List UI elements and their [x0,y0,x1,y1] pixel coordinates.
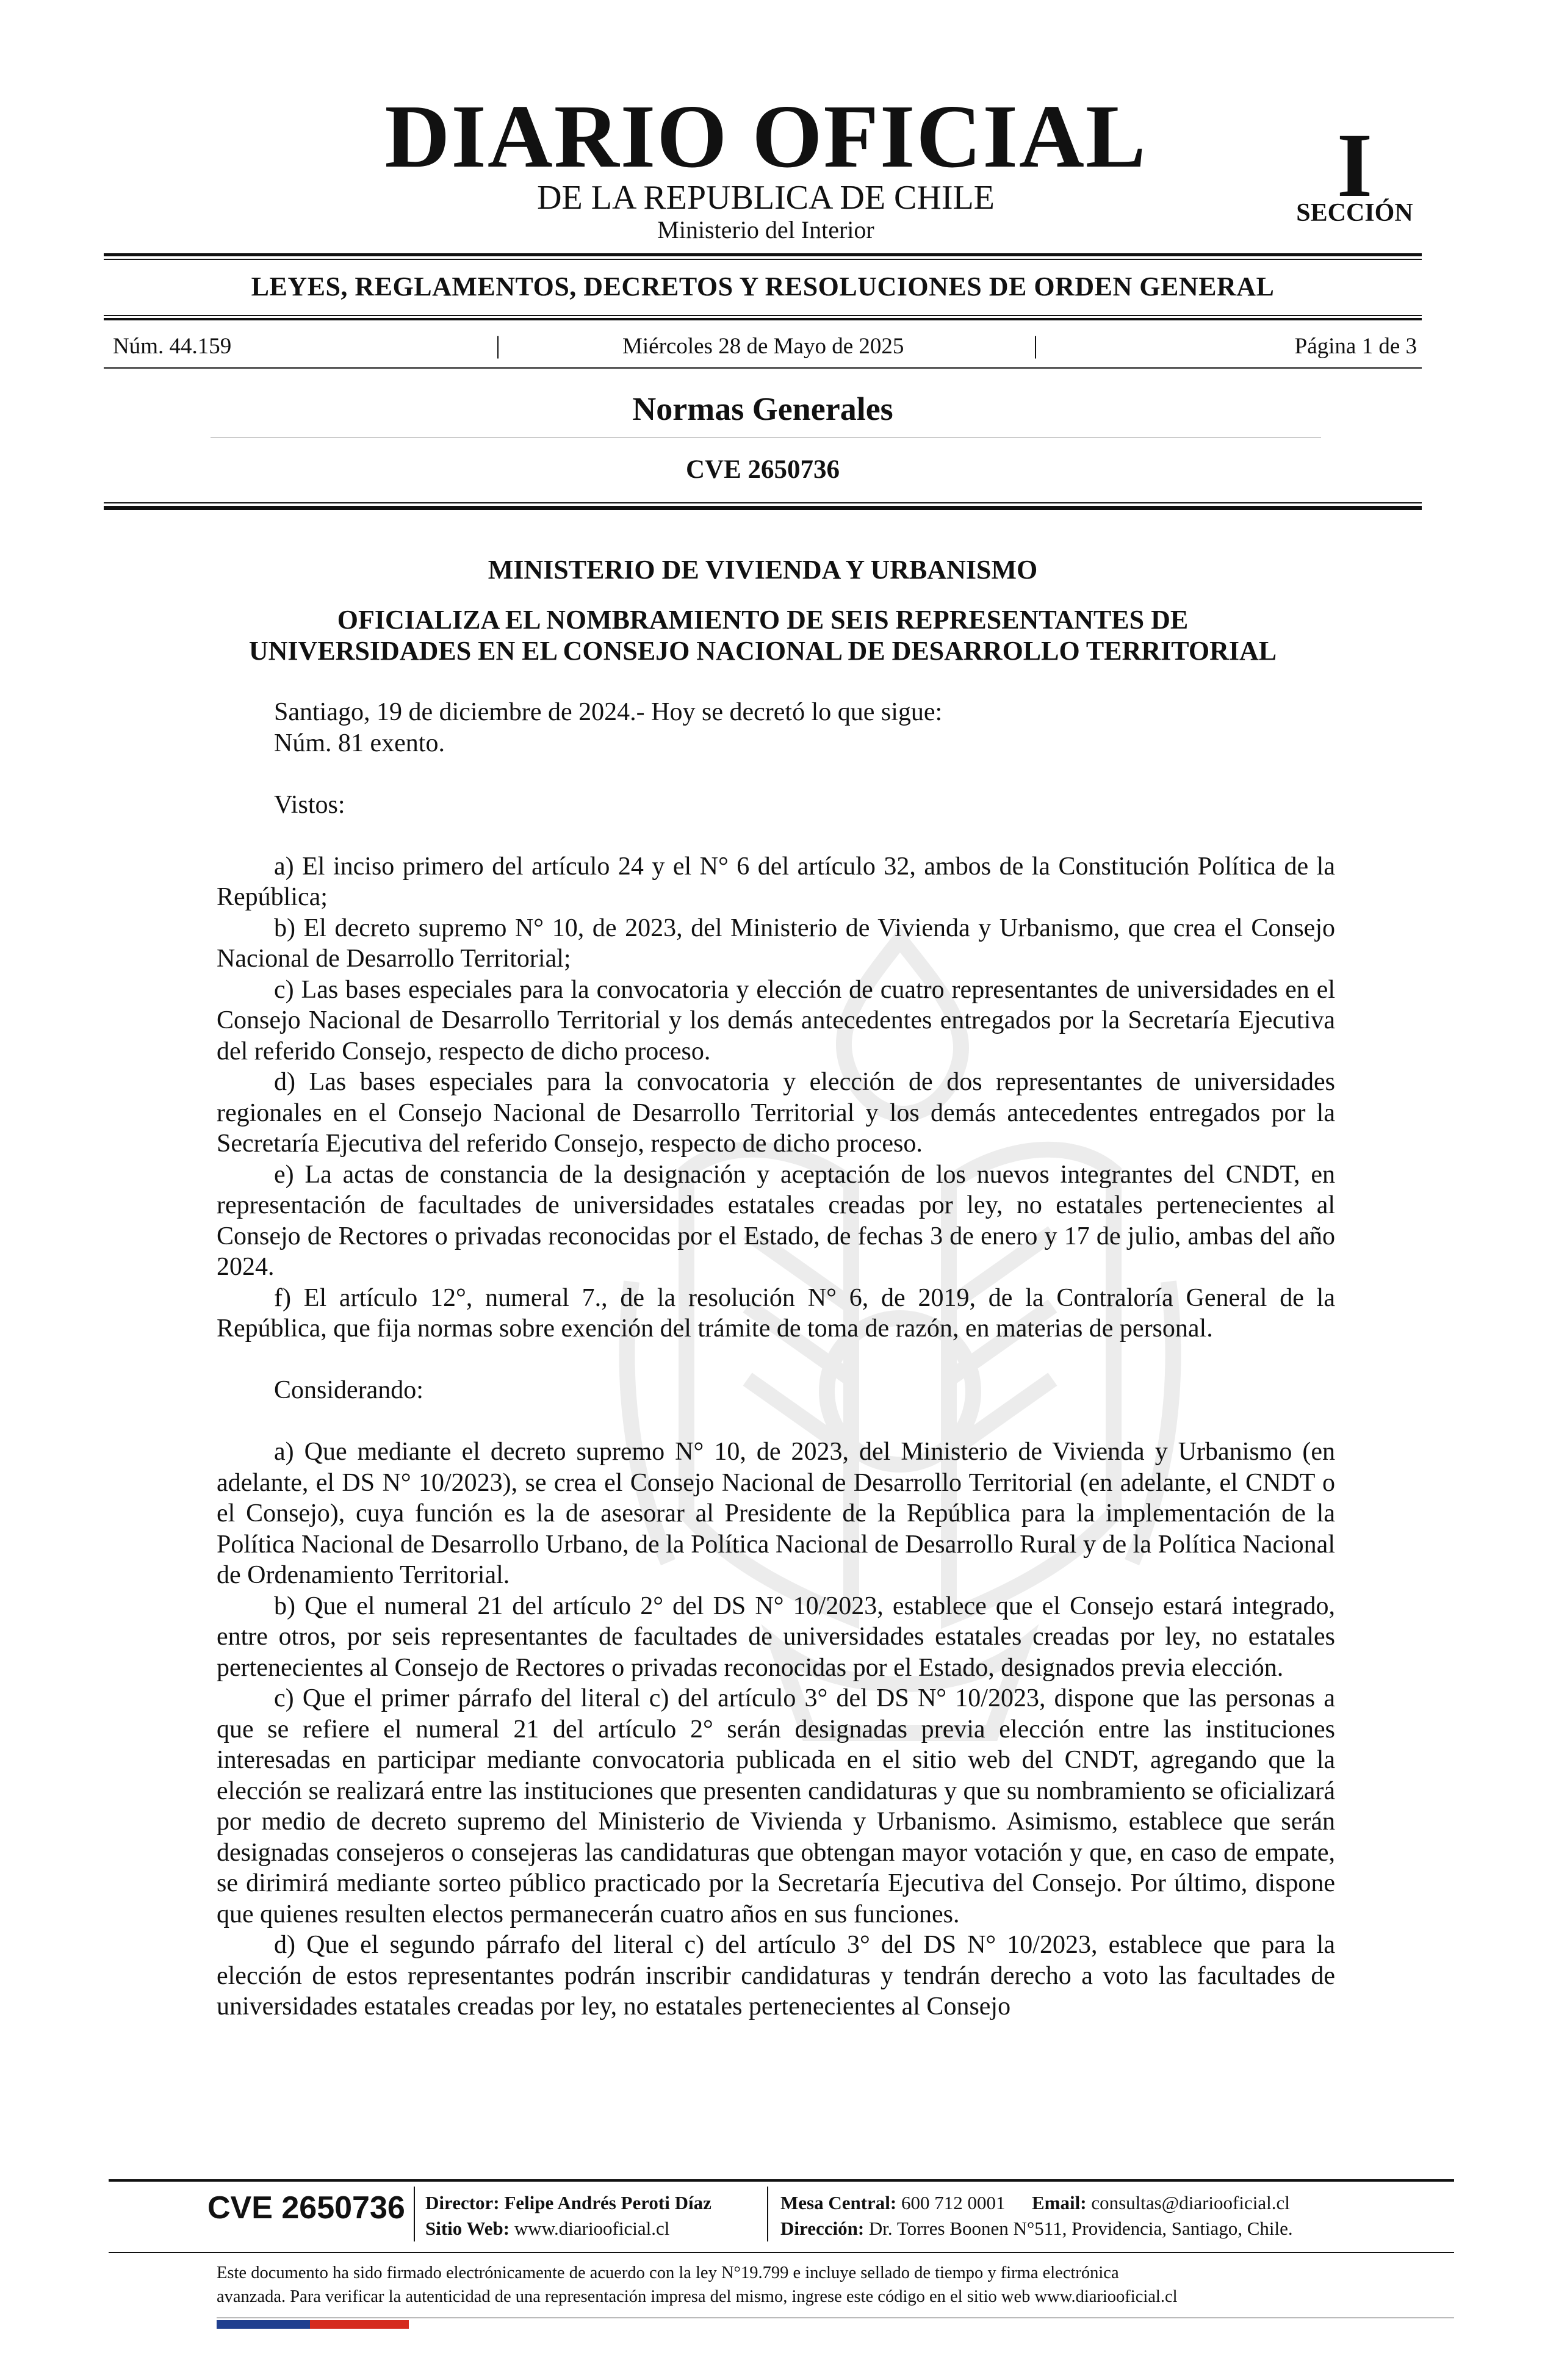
footer-rule-thick [109,2179,1454,2182]
header-rule-top-thin [104,259,1422,260]
footer-site-label: Sitio Web: [425,2218,510,2239]
issue-date: Miércoles 28 de Mayo de 2025 [622,334,904,359]
cve-rule-thick [104,506,1422,510]
section-title-rule [211,437,1321,438]
decree-opening-line: Santiago, 19 de diciembre de 2024.- Hoy se decretó lo que sigue: [274,698,943,726]
vistos-paragraph: f) El artículo 12°, numeral 7., de la resolución N° 6, de 2019, de la Contraloría General de la República, que fija normas sobre exención del trámite de toma de razón, en materias de personal. [217,1283,1335,1343]
footer-director [425,2193,711,2212]
footer-site-link[interactable]: www.diariooficial.cl [514,2218,670,2239]
vistos-paragraph: c) Las bases especiales para la convocatoria y elección de cuatro representantes de universidades en el Consejo Nacional de Desarrollo Territorial y los demás antecedentes entregados por la Secretaría Ejecutiva del referido Consejo, respecto de dicho proceso. [217,975,1335,1066]
footer-director-label: Director: [425,2192,500,2213]
masthead-subtitle: DE LA REPUBLICA DE CHILE [537,179,995,217]
masthead-title: DIARIO OFICIAL [384,87,1147,187]
considerando-paragraph: b) Que el numeral 21 del artículo 2° del DS N° 10/2023, establece que el Consejo estará integrado, entre otros, por seis representantes de facultades de universidades estatales creadas por ley, no estatales pertenecientes al Consejo de Rectores o privadas reconocidas por el Estado, designados previa elección. [217,1592,1335,1682]
header-rule-top [104,253,1422,256]
flag-stripe-red [310,2320,409,2329]
issue-separator: | [1033,331,1039,359]
footer-mesa-phone: 600 712 0001 [901,2192,1006,2213]
section-header-band: LEYES, REGLAMENTOS, DECRETOS Y RESOLUCIONES DE ORDEN GENERAL [251,272,1275,301]
footer-contact [780,2193,1290,2212]
footer-legal-line: avanzada. Para verificar la autenticidad de una representación impresa del mismo, ingrese este código en el sitio web www.diariooficial.cl [217,2287,1178,2306]
decree-title [183,604,1342,666]
vistos-paragraph: b) El decreto supremo N° 10, de 2023, del Ministerio de Vivienda y Urbanismo, que crea el Consejo Nacional de Desarrollo Territorial; [217,914,1335,973]
issue-number: Núm. 44.159 [113,334,232,359]
decree-title-line: UNIVERSIDADES EN EL CONSEJO NACIONAL DE DESARROLLO TERRITORIAL [248,636,1277,666]
cve-code: CVE 2650736 [685,455,840,484]
footer-legal-notice [217,2261,1339,2309]
footer-email-label: Email: [1032,2192,1087,2213]
footer-email-link[interactable]: consultas@diariooficial.cl [1091,2192,1290,2213]
vistos-heading: Vistos: [274,790,345,819]
footer-cve-code: CVE 2650736 [207,2190,405,2226]
considerando-paragraph: c) Que el primer párrafo del literal c) del artículo 3° del DS N° 10/2023, dispone que las personas a que se refiere el numeral 21 del artículo 2° serán designadas previa elección entre las instituciones interesadas en participar mediante convocatoria publicada en el sitio web del CNDT, agregando que la elección se realizará entre las instituciones que presenten candidaturas y que su nombramiento se oficializará por medio de decreto supremo del Ministerio de Vivienda y Urbanismo. Asimismo, establece que serán designadas consejeros o consejeras las candidaturas que obtengan mayor votación y que, en caso de empate, se dirimirá mediante sorteo público practicado por la Secretaría Ejecutiva del Consejo. Por último, dispone que quienes resulten electos permanecerán cuatro años en sus funciones. [217,1684,1335,1928]
footer-divider [767,2187,768,2241]
decree-body [217,697,1335,2022]
issue-separator: | [495,331,501,359]
footer-legal-line: Este documento ha sido firmado electrónicamente de acuerdo con la ley N°19.799 e incluye sellado de tiempo y firma electrónica [217,2263,1119,2282]
ministry-heading: MINISTERIO DE VIVIENDA Y URBANISMO [488,555,1038,585]
cve-rule-thin [104,502,1422,503]
masthead-ministry: Ministerio del Interior [657,216,874,243]
flag-stripe-blue [217,2320,310,2329]
header-rule-mid [104,315,1422,316]
decree-number-line: Núm. 81 exento. [274,729,445,757]
footer-address-value: Dr. Torres Boonen N°511, Providencia, Santiago, Chile. [868,2218,1293,2239]
footer-divider [414,2187,415,2241]
section-label: SECCIÓN [1296,199,1413,227]
page-indicator: Página 1 de 3 [1294,334,1417,359]
vistos-paragraph: e) La actas de constancia de la designación y aceptación de los nuevos integrantes del CNDT, en representación de facultades de universidades estatales creadas por ley, no estatales pertenecientes al Consejo de Rectores o privadas reconocidas por el Estado, de fechas 3 de enero y 17 de julio, ambas del año 2024. [217,1160,1335,1281]
vistos-paragraph: a) El inciso primero del artículo 24 y el N° 6 del artículo 32, ambos de la Constitución Política de la República; [217,852,1335,911]
considerando-paragraph: d) Que el segundo párrafo del literal c) del artículo 3° del DS N° 10/2023, establece que para la elección de estos representantes podrán inscribir candidaturas y tendrán derecho a voto las facultades de universidades estatales creadas por ley, no estatales pertenecientes al Consejo [217,1931,1335,2021]
footer-bottom-rule [217,2317,1454,2318]
footer-rule-thin [109,2252,1454,2253]
footer-site [425,2219,669,2238]
header-rule-mid-thick [104,318,1422,320]
considerando-heading: Considerando: [274,1376,423,1404]
section-title: Normas Generales [632,391,893,427]
considerando-paragraph: a) Que mediante el decreto supremo N° 10, de 2023, del Ministerio de Vivienda y Urbanismo (en adelante, el DS N° 10/2023), se crea el Consejo Nacional de Desarrollo Territorial (en adelante, el CNDT o el Consejo), cuya función es la de asesorar al Presidente de la República para la implementación de la Política Nacional de Desarrollo Urbano, de la Política Nacional de Desarrollo Rural y de la Política Nacional de Ordenamiento Territorial. [217,1438,1335,1589]
footer-address-label: Dirección: [780,2218,865,2239]
decree-title-line: OFICIALIZA EL NOMBRAMIENTO DE SEIS REPRESENTANTES DE [337,605,1189,635]
issue-rule [104,367,1422,369]
section-number: I [1336,115,1373,216]
footer-address [780,2219,1293,2238]
vistos-paragraph: d) Las bases especiales para la convocatoria y elección de dos representantes de universidades regionales en el Consejo Nacional de Desarrollo Territorial y los demás antecedentes entregados por la Secretaría Ejecutiva del referido Consejo, respecto de dicho proceso. [217,1068,1335,1158]
footer-mesa-label: Mesa Central: [780,2192,897,2213]
footer-director-name: Felipe Andrés Peroti Díaz [504,2192,711,2213]
